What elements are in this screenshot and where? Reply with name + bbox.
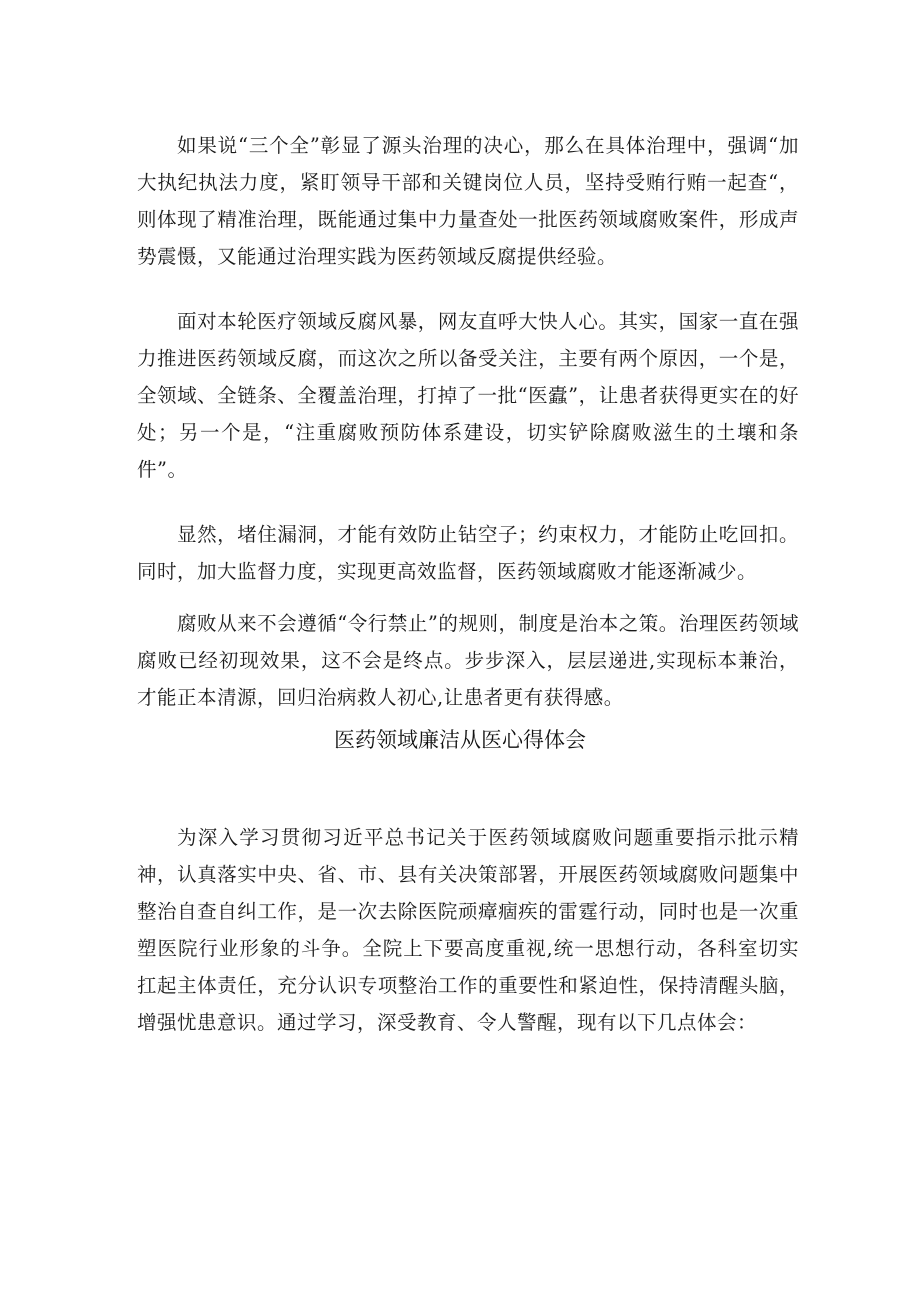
paragraph-study-experience: 为深入学习贯彻习近平总书记关于医药领域腐败问题重要指示批示精神，认真落实中央、省、市、县有关决策部署，开展医药领域腐败问题集中整治自查自纠工作，是一次去除医院顽瘴痼疾的雷霆行动，同时也是一次重塑医院行业形象的斗争。全院上下要高度重视,统一思想行动，各科室切实扛起主体责任，充分认识专项整治工作的重要性和紧迫性，保持清醒头脑，增强忧患意识。通过学习，深受教育、令人警醒，现有以下几点体会： bbox=[137, 826, 799, 1034]
paragraph-plug-loopholes: 显然，堵住漏洞，才能有效防止钻空子；约束权力，才能防止吃回扣。同时，加大监督力度，实现更高效监督，医药领域腐败才能逐渐减少。 bbox=[137, 523, 799, 583]
section-title: 医药领域廉洁从医心得体会 bbox=[334, 728, 586, 752]
paragraph-institutional-remedy: 腐败从来不会遵循“令行禁止”的规则，制度是治本之策。治理医药领域腐败已经初现效果，这不会是终点。步步深入，层层递进,实现标本兼治，才能正本清源，回归治病救人初心,让患者更有获得感。 bbox=[137, 612, 799, 709]
paragraph-three-full-governance: 如果说“三个全”彰显了源头治理的决心，那么在具体治理中，强调“加大执纪执法力度，紧盯领导干部和关键岗位人员，坚持受贿行贿一起查“，则体现了精准治理，既能通过集中力量查处一批医药领域腐败案件，形成声势震慑，又能通过治理实践为医药领域反腐提供经验。 bbox=[137, 134, 799, 268]
paragraph-anti-corruption-storm: 面对本轮医疗领域反腐风暴，网友直呼大快人心。其实，国家一直在强力推进医药领域反腐，而这次之所以备受关注，主要有两个原因，一个是，全领域、全链条、全覆盖治理，打掉了一批“医蠹”，让患者获得更实在的好处；另一个是，“注重腐败预防体系建设，切实铲除腐败滋生的土壤和条件”。 bbox=[137, 310, 799, 481]
